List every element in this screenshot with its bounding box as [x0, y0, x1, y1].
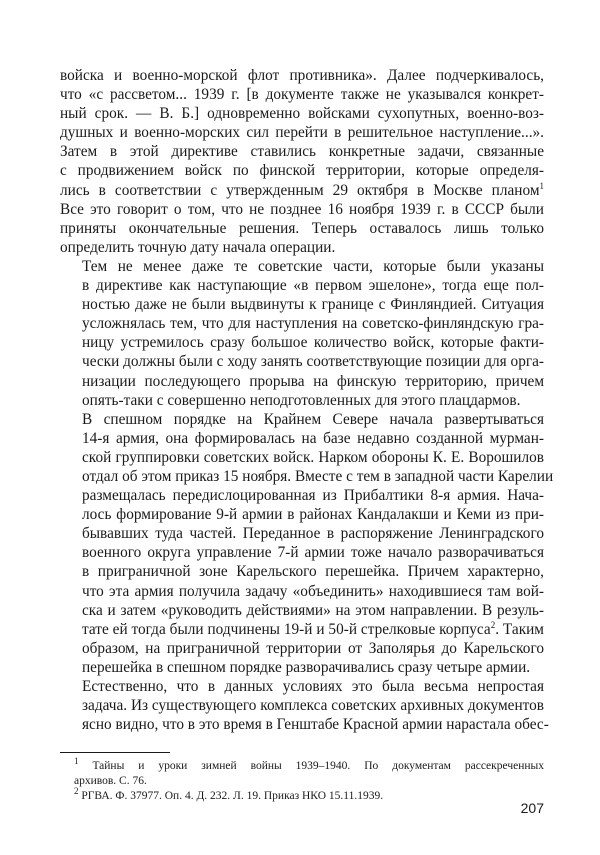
footnote-text: Тайны и уроки зимней войны 1939–1940. По документам рассекреченных — [92, 760, 544, 773]
footnote-marker: 1 — [74, 756, 79, 767]
text-line: Тем не менее даже те советские части, которые были указаны — [82, 257, 544, 275]
text-line: с продвижением войск по финской территории, которые определя- — [60, 162, 544, 180]
text-line: Все это говорит о том, что не позднее 16 ноября 1939 г. в СССР были — [60, 200, 544, 218]
text-line: душных и военно-морских сил перейти в решительное наступление...». — [60, 124, 544, 142]
paragraph — [60, 410, 554, 677]
text-line: ницу устремилось сразу большое количество войск, которые факти- — [82, 334, 544, 352]
text-line: лось формирование 9-й армии в районах Кандалакши и Кеми из при- — [82, 506, 544, 524]
text-line: что «с рассветом... 1939 г. [в документе также не указывался конкрет- — [60, 86, 544, 104]
footnote-ref[interactable]: 2 — [490, 619, 496, 630]
text-line: ска и затем «руководить действиями» на этом направлении. В резуль- — [82, 601, 544, 619]
footnote-text: РГВА. Ф. 37977. Оп. 4. Д. 232. Л. 19. Приказ НКО 15.11.1939. — [81, 790, 384, 803]
text-line: в директиве как наступающие «в первом эшелоне», тогда еще пол- — [82, 277, 544, 295]
text-line: отдал об этом приказ 15 ноября. Вместе с тем в западной части Карелии — [82, 467, 554, 485]
text-line: бывавших туда частей. Переданное в распоряжение Ленинградского — [82, 525, 544, 543]
text-line: размещалась передислоцированная из Прибалтики 8-я армия. Нача- — [82, 487, 544, 505]
footnote-line — [60, 786, 544, 804]
text-line: перешейка в спешном порядке разворачивались сразу четыре армии. — [82, 658, 531, 676]
text-line: Естественно, что в данных условиях это была весьма непростая — [82, 678, 544, 695]
text-line: определить точную дату начала операции. — [60, 238, 336, 256]
paragraph — [60, 66, 544, 257]
text-line: в приграничной зоне Карельского перешейка. Причем характерно, — [82, 563, 544, 581]
text-line: лись в соответствии с утвержденным 29 октября в Москве планом$^1$ — [60, 180, 544, 199]
text-line: усложнялась тем, что для наступления на советско-финляндскую гра- — [82, 315, 544, 333]
text-line: военного округа управление 7-й армии тоже начало разворачиваться — [82, 544, 544, 562]
text-line: задача. Из существующего комплекса советских архивных документов — [82, 697, 544, 715]
footnotes — [60, 756, 544, 804]
text-line: тате ей тогда были подчинены 19-й и 50-й стрелковые корпуса$^2$. Таким — [82, 619, 544, 638]
text-line: образом, на приграничной территории от Заполярья до Карельского — [82, 639, 544, 657]
footnote-divider — [60, 752, 170, 753]
footnote-line — [60, 756, 544, 774]
page-content — [60, 66, 554, 804]
footnote-ref[interactable]: 1 — [539, 180, 544, 191]
text-line: В спешном порядке на Крайнем Севере начала развертываться — [82, 410, 544, 428]
paragraph — [60, 677, 549, 734]
text-line: ный срок. — В. Б.] одновременно войсками сухопутных, военно-воз- — [60, 105, 544, 123]
text-line: ностью даже не были выдвинуты к границе с Финляндией. Ситуация — [82, 296, 544, 314]
footnote-marker: 2 — [74, 786, 79, 797]
text-line: чески должны были с ходу занять соответствующие позиции для орга- — [82, 353, 544, 371]
page-number: 207 — [520, 800, 544, 816]
body-text — [60, 66, 554, 734]
text-line: приняты окончательные решения. Теперь оставалось лишь только — [60, 219, 544, 237]
text-line: ской группировки советских войск. Нарком обороны К. Е. Ворошилов — [82, 448, 544, 466]
paragraph — [60, 257, 544, 410]
footnote — [60, 756, 544, 789]
text-line: Затем в этой директиве ставились конкретные задачи, связанные — [60, 143, 544, 161]
footnote — [60, 786, 544, 804]
text-line: опять-таки с совершенно неподготовленных для этого плацдармов. — [82, 391, 521, 409]
text-line: ясно видно, что в это время в Генштабе Красной армии нарастала обес- — [82, 716, 549, 734]
footnote-line: архивов. С. 76. — [74, 775, 147, 788]
text-line: 14-я армия, она формировалась на базе недавно созданной мурман- — [82, 429, 544, 447]
text-line: низации последующего прорыва на финскую территорию, причем — [82, 372, 544, 390]
text-line: войска и военно-морской флот противника». Далее подчеркивалось, — [60, 67, 544, 84]
text-line: что эта армия получила задачу «объединить» находившиеся там вой- — [82, 582, 544, 600]
text-after-ref: . Таким — [495, 620, 544, 638]
